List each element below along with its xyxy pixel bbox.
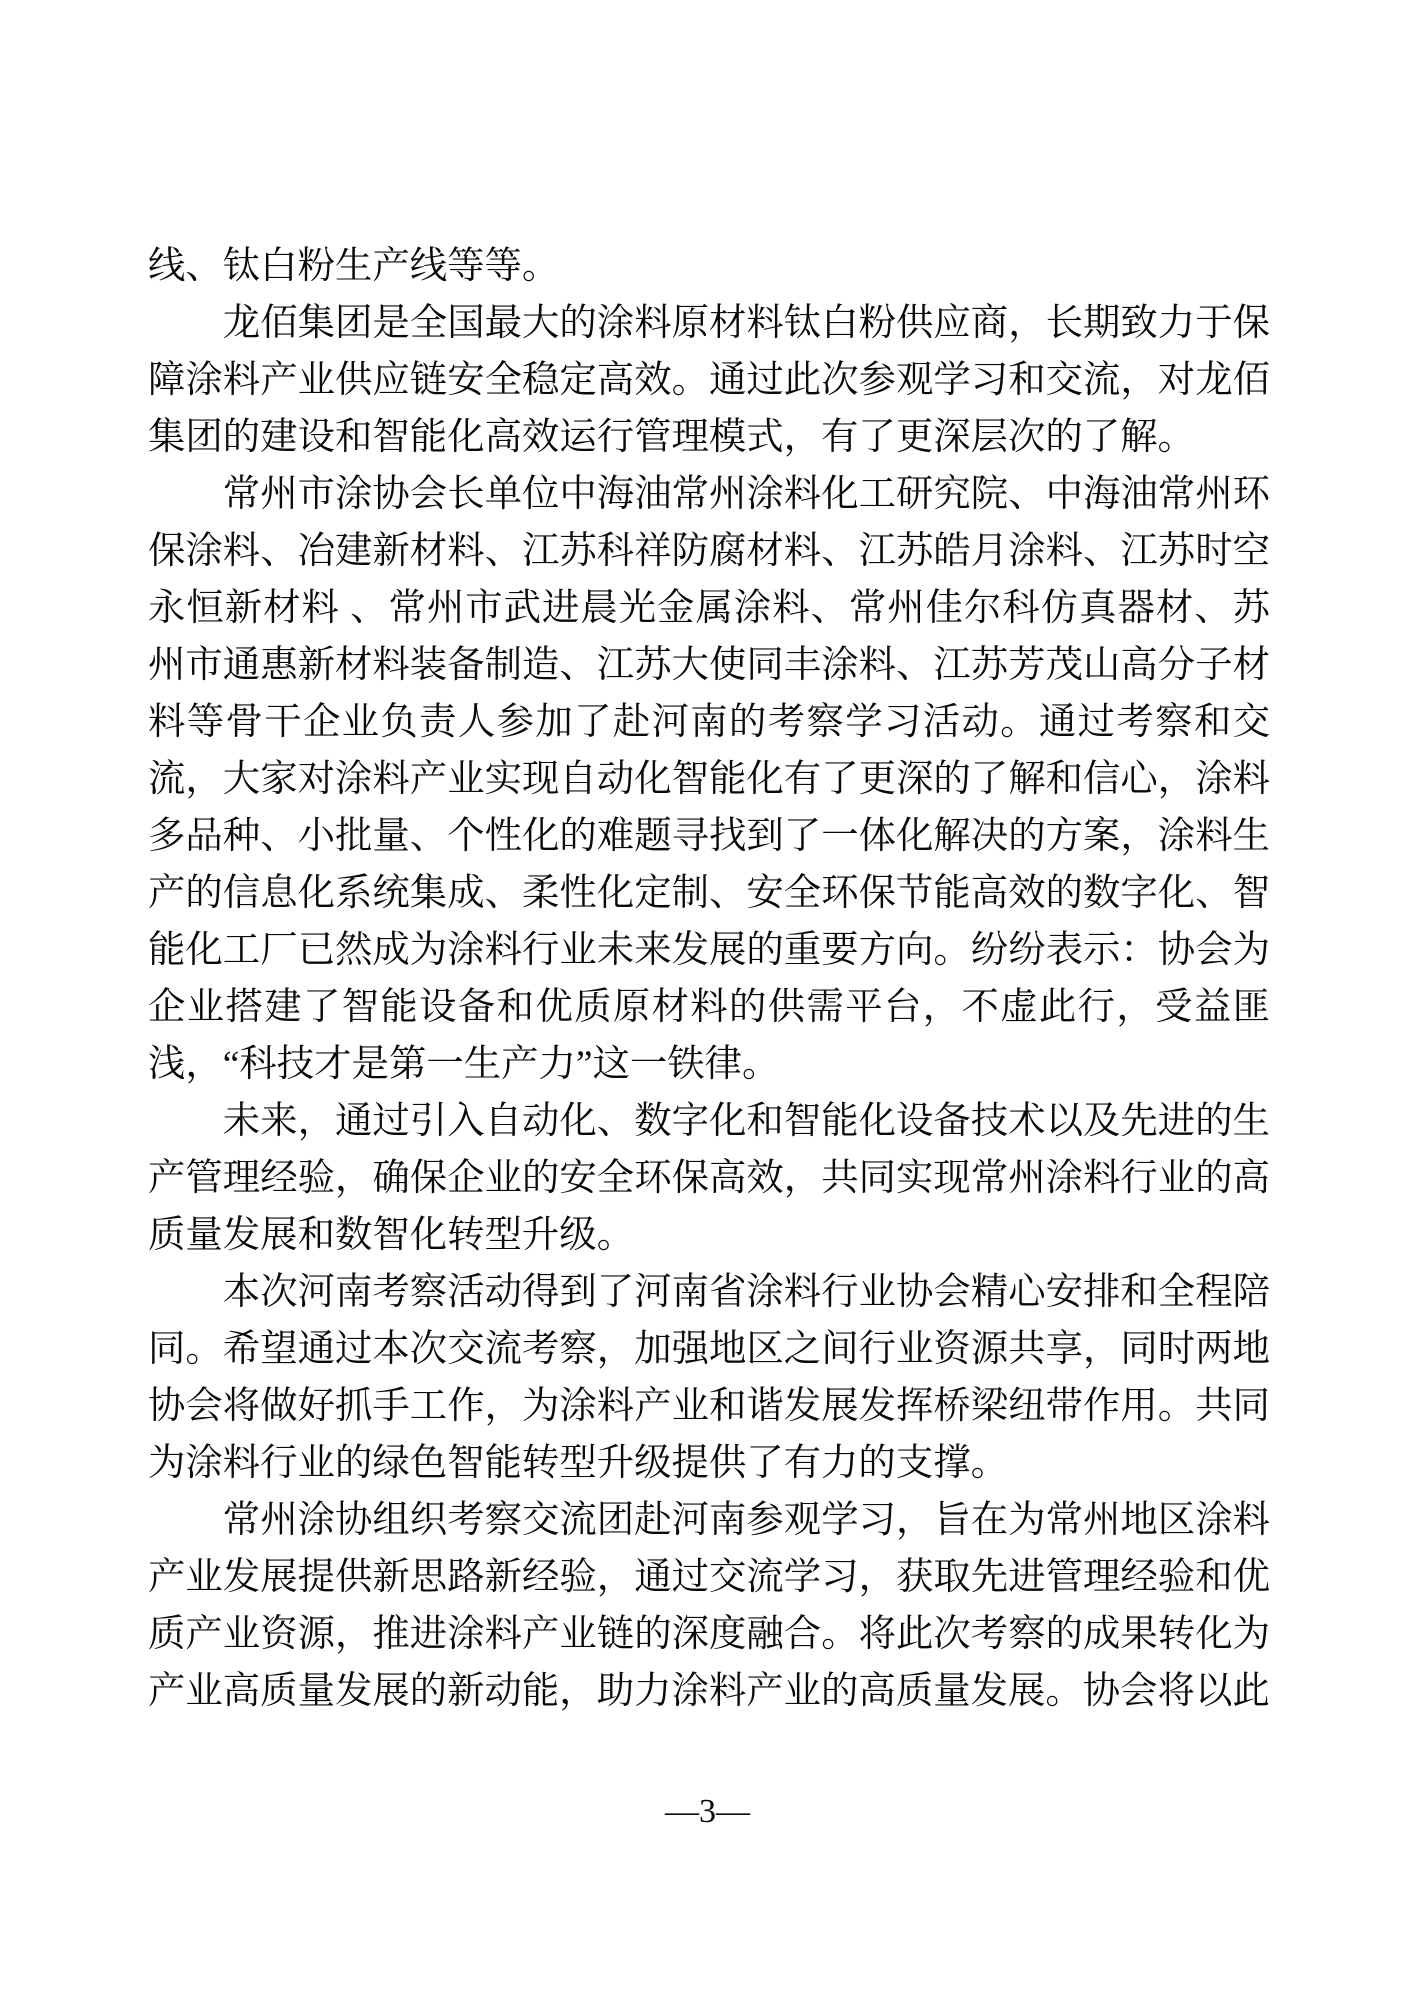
paragraph: 本次河南考察活动得到了河南省涂料行业协会精心安排和全程陪同。希望通过本次交流考察，加强地区之间行业资源共享，同时两地协会将做好抓手工作，为涂料产业和谐发展发挥桥梁纽带作用。共同为涂料行业的绿色智能转型升级提供了有力的支撑。 (148, 1272, 1270, 1484)
document-body (148, 238, 1270, 1720)
paragraph: 未来，通过引入自动化、数字化和智能化设备技术以及先进的生产管理经验，确保企业的安全环保高效，共同实现常州涂料行业的高质量发展和数智化转型升级。 (148, 1101, 1270, 1256)
paragraph: 常州涂协组织考察交流团赴河南参观学习，旨在为常州地区涂料产业发展提供新思路新经验，通过交流学习，获取先进管理经验和优质产业资源，推进涂料产业链的深度融合。将此次考察的成果转化为产业高质量发展的新动能，助力涂料产业的高质量发展。协会将以此 (148, 1500, 1270, 1712)
page-number: —3— (665, 1793, 750, 1830)
paragraph: 常州市涂协会长单位中海油常州涂料化工研究院、中海油常州环保涂料、冶建新材料、江苏科祥防腐材料、江苏皓月涂料、江苏时空永恒新材料 、常州市武进晨光金属涂料、常州佳尔科仿真器材、苏州市通惠新材料装备制造、江苏大使同丰涂料、江苏芳茂山高分子材料等骨干企业负责人参加了赴河南的考察学习活动。通过考察和交流，大家对涂料产业实现自动化智能化有了更深的了解和信心，涂料多品种、小批量、个性化的难题寻找到了一体化解决的方案，涂料生产的信息化系统集成、柔性化定制、安全环保节能高效的数字化、智能化工厂已然成为涂料行业未来发展的重要方向。纷纷表示：协会为企业搭建了智能设备和优质原材料的供需平台，不虚此行，受益匪浅，“科技才是第一生产力”这一铁律。 (148, 474, 1270, 1085)
paragraph: 龙佰集团是全国最大的涂料原材料钛白粉供应商，长期致力于保障涂料产业供应链安全稳定高效。通过此次参观学习和交流，对龙佰集团的建设和智能化高效运行管理模式，有了更深层次的了解。 (148, 303, 1270, 458)
paragraph-continuation: 线、钛白粉生产线等等。 (148, 246, 560, 287)
